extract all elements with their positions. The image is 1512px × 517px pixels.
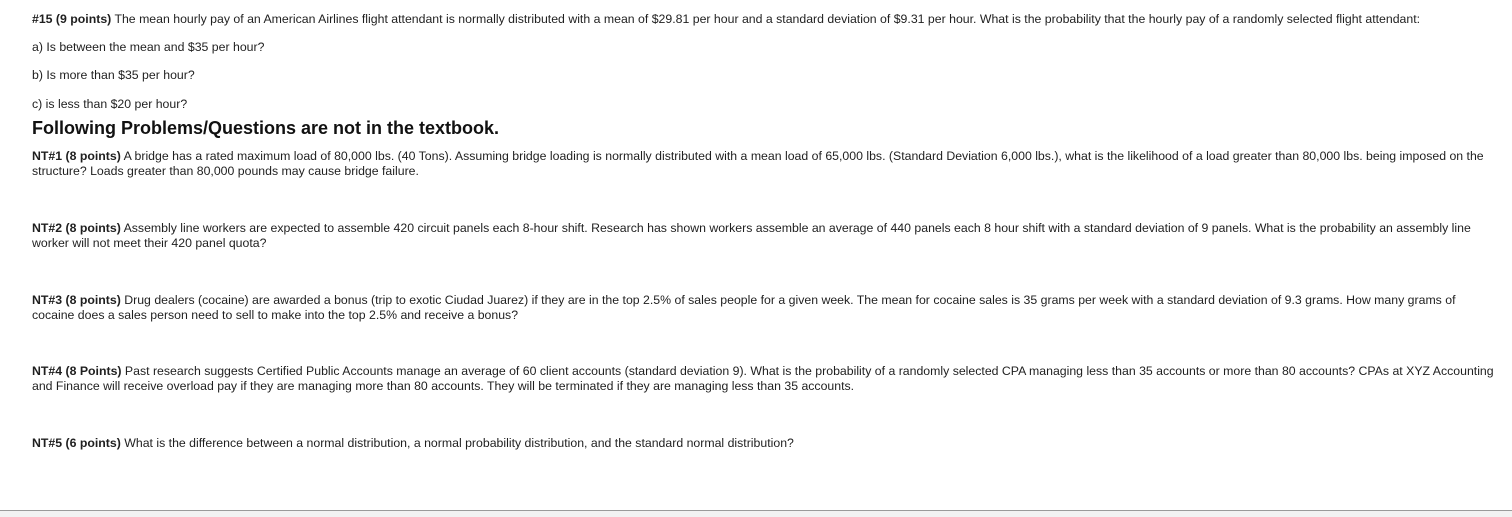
problem-nt3-label: NT#3 (8 points)	[32, 293, 121, 307]
problem-nt1-label: NT#1 (8 points)	[32, 149, 121, 163]
problem-15-part-a: a) Is between the mean and $35 per hour?	[32, 40, 265, 54]
problem-nt3-text: Drug dealers (cocaine) are awarded a bonus (trip to exotic Ciudad Juarez) if they are in the top 2.5% of sales people for a given week. The mean for cocaine sales is 35 grams per week with a standard deviation of 9.3 grams. How many grams of cocaine does a sales person need to sell to make into the top 2.5% and receive a bonus?	[32, 293, 1456, 322]
problem-nt4-label: NT#4 (8 Points)	[32, 364, 122, 378]
problem-nt5	[32, 436, 1500, 451]
problem-nt2	[32, 221, 1500, 251]
bottom-scroll-strip	[0, 511, 1512, 517]
section-heading: Following Problems/Questions are not in the textbook.	[32, 118, 500, 138]
problem-15-label: #15 (9 points)	[32, 12, 112, 26]
problem-nt1	[32, 149, 1500, 179]
problem-nt5-label: NT#5 (6 points)	[32, 436, 121, 450]
problem-nt5-text: What is the difference between a normal distribution, a normal probability distribution, and the standard normal distribution?	[120, 436, 794, 450]
problem-nt4	[32, 364, 1500, 394]
problem-nt2-label: NT#2 (8 points)	[32, 221, 121, 235]
problem-nt3	[32, 293, 1500, 323]
problem-nt4-text: Past research suggests Certified Public Accounts manage an average of 60 client accounts (standard deviation 9). What is the probability of a randomly selected CPA managing less than 35 accounts or more than 80 accounts? CPAs at XYZ Accounting and Finance will receive overload pay if they are managing more than 80 accounts. They will be terminated if they are managing less than 35 accounts.	[32, 364, 1494, 393]
problem-15-part-c: c) is less than $20 per hour?	[32, 97, 188, 111]
problem-15	[32, 12, 1500, 27]
problem-nt2-text: Assembly line workers are expected to assemble 420 circuit panels each 8-hour shift. Research has shown workers assemble an average of 440 panels each 8 hour shift with a standard deviation of 9 panels. What is the probability an assembly line worker will not meet their 420 panel quota?	[32, 221, 1471, 250]
problem-15-part-b: b) Is more than $35 per hour?	[32, 68, 195, 82]
problem-15-text: The mean hourly pay of an American Airlines flight attendant is normally distributed with a mean of $29.81 per hour and a standard deviation of $9.31 per hour. What is the probability that the hourly pay of a randomly selected flight attendant:	[111, 12, 1421, 26]
document-page	[32, 12, 1500, 451]
problem-nt1-text: A bridge has a rated maximum load of 80,000 lbs. (40 Tons). Assuming bridge loading is normally distributed with a mean load of 65,000 lbs. (Standard Deviation 6,000 lbs.), what is the likelihood of a load greater than 80,000 lbs. being imposed on the structure? Loads greater than 80,000 pounds may cause bridge failure.	[32, 149, 1484, 178]
